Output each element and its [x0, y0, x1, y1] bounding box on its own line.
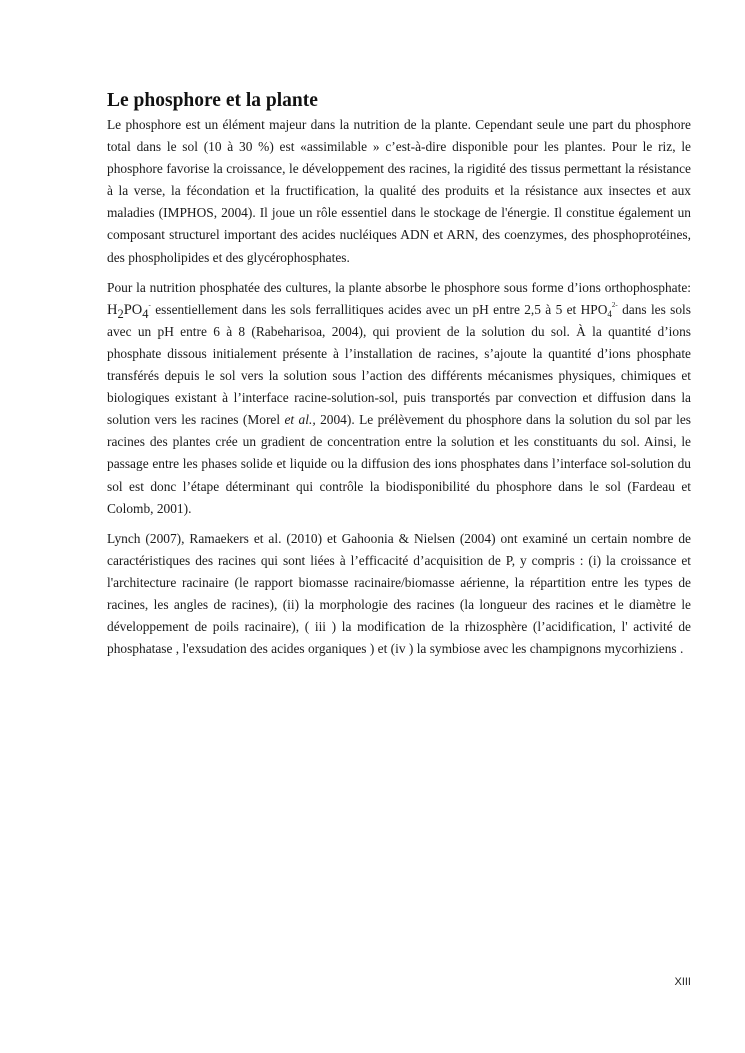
paragraph-2 [107, 277, 691, 520]
page-content [107, 88, 691, 660]
et-al-citation: et al., [284, 412, 316, 428]
ion-charge-1: - [148, 300, 151, 309]
ion-charge-2: 2- [611, 300, 618, 309]
paragraph-1: Le phosphore est un élément majeur dans la nutrition de la plante. Cependant seule une part du phosphore total dans le sol (10 à 30 %) est «assimilable » c’est-à-dire disponible pour les plantes. Pour le riz, le phosphore favorise la croissance, le développement des racines, la rigidité des tissus permettant la résistance à la verse, la fécondation et la fructification, la qualité des produits et la résistance aux insectes et aux maladies (IMPHOS, 2004). Il joue un rôle essentiel dans le stockage de l'énergie. Il constitue également un composant structurel important des acides nucléiques ADN et ARN, des coenzymes, des phosphoprotéines, des phospholipides et des glycérophosphates. [107, 117, 691, 265]
formula-h2po4: $H_2PO_4$ [107, 301, 149, 321]
p2-text-2: essentiellement dans les sols ferrallitiques acides avec un pH entre 2,5 à 5 et HPO [150, 301, 608, 317]
section-heading: Le phosphore et la plante [107, 90, 318, 111]
hpo4-subscript: 4 [607, 308, 612, 319]
paragraph-3: Lynch (2007), Ramaekers et al. (2010) et Gahoonia & Nielsen (2004) ont examiné un certain nombre de caractéristiques des racines qui sont liées à l’efficacité d’acquisition de P, y compris : (i) la croissance et l'architecture racinaire (le rapport biomasse racinaire/biomasse aérienne, la répartition entre les types de racines, les angles de racines), (ii) la morphologie des racines (la longueur des racines et le diamètre le développement de poils racinaire), ( iii ) la modification de la rhizosphère (l’acidification, l' activité de phosphatase , l'exsudation des acides organiques ) et (iv ) la symbiose avec les champignons mycorhiziens . [107, 530, 691, 657]
p2-text-4: 2004). Le prélèvement du phosphore dans la solution du sol par les racines des plantes crée un gradient de concentration entre la solution et les constituants du sol. Ainsi, le passage entre les phases solide et liquide ou la diffusion des ions phosphates dans l’interface sol-solution du sol est donc l’étape déterminant qui contrôle la biodisponibilité du phosphore dans le sol (Fardeau et Colomb, 2001). [107, 412, 691, 516]
p2-text-3: dans les sols avec un pH entre 6 à 8 (Rabeharisoa, 2004), qui provient de la solution du sol. À la quantité d’ions phosphate dissous initialement présente à l’installation de racines, s’ajoute la quantité d’ions phosphate transférés depuis le sol vers la solution sous l’action des différents mécanismes physiques, chimiques et biologiques existant à l’interface racine-solution-sol, puis transportés par convection et diffusion dans la solution vers les racines (Morel [107, 301, 691, 428]
page-number: XIII [674, 976, 691, 988]
p2-text-1: Pour la nutrition phosphatée des cultures, la plante absorbe le phosphore sous forme d’ions orthophosphate: [107, 279, 691, 295]
